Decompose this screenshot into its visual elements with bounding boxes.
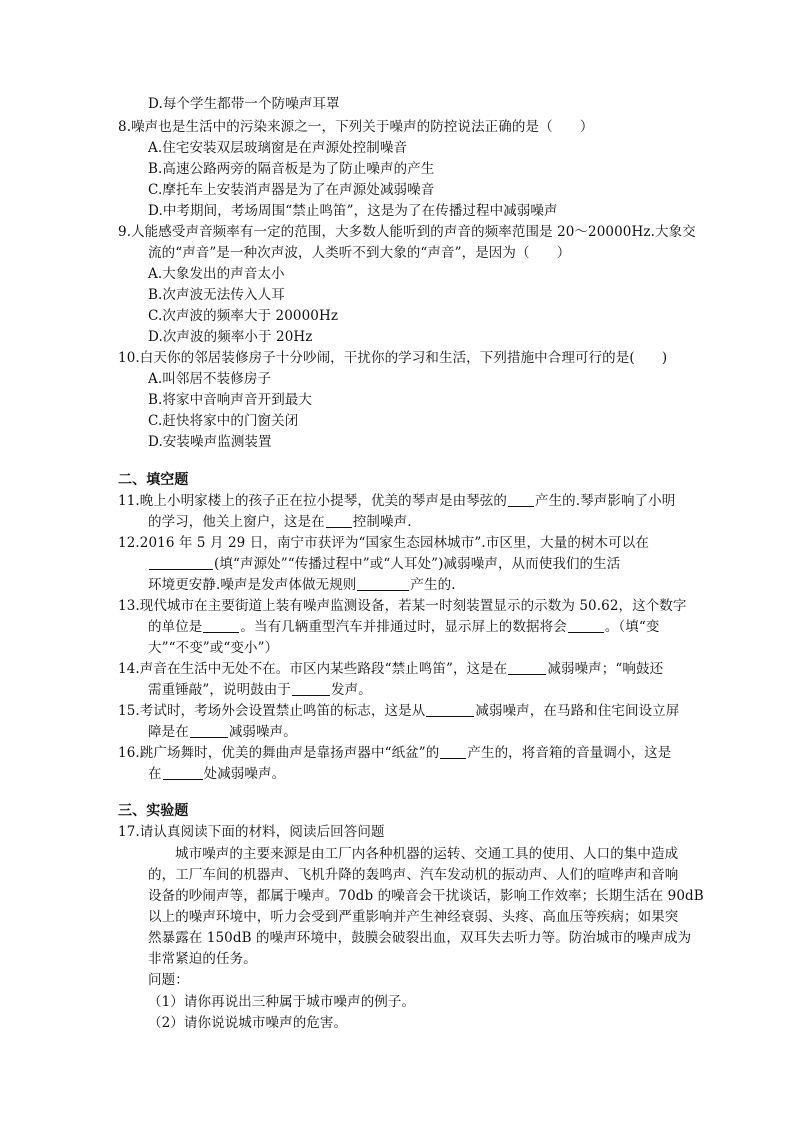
q11-text: 产生的.琴声影响了小明 bbox=[534, 493, 676, 509]
q14-text: 14.声音在生活中无处不在。市区内某些路段“禁止鸣笛”，这是在 bbox=[118, 661, 508, 677]
q17-sub-question-1: （1）请你再说出三种属于城市噪声的例子。 bbox=[148, 994, 416, 1010]
answer-blank[interactable] bbox=[326, 513, 352, 528]
q16-text: 16.跳广场舞时，优美的舞曲声是靠扬声器中“纸盆”的 bbox=[118, 745, 440, 761]
q15-text: 障是在 bbox=[148, 724, 189, 740]
answer-blank[interactable] bbox=[149, 555, 213, 570]
q13-text: 的单位是 bbox=[148, 619, 203, 635]
q10-option-c: C.赶快将家中的门窗关闭 bbox=[148, 413, 299, 429]
q9-option-d: D.次声波的频率小于 20Hz bbox=[148, 329, 313, 345]
q11-line1 bbox=[118, 491, 675, 511]
q12-line1: 12.2016 年 5 月 29 日，南宁市获评为“国家生态园林城市”.市区里，大量的树木可以在 bbox=[118, 535, 649, 551]
q13-line3: 大”“不变”或“变小”） bbox=[148, 640, 279, 656]
q16-text: 在 bbox=[148, 766, 162, 782]
answer-blank[interactable] bbox=[508, 492, 534, 507]
answer-blank[interactable] bbox=[163, 765, 203, 780]
q15-line1 bbox=[118, 701, 679, 721]
q17-passage-line: 设备的吵闹声等，都属于噪声。70db 的噪音会干扰谈话，影响工作效率；长期生活在 90dB bbox=[148, 888, 704, 904]
section-title-experiment: 三、实验题 bbox=[118, 803, 189, 819]
q14-text: 需重锤敲”，说明鼓由于 bbox=[148, 682, 292, 698]
q11-text: 的学习，他关上窗户，这是在 bbox=[148, 514, 325, 530]
q17-passage-line: 非常紧迫的任务。 bbox=[148, 951, 257, 967]
q8-stem: 8.噪声也是生活中的污染来源之一，下列关于噪声的防控说法正确的是（ ） bbox=[118, 119, 594, 135]
q7-option-d: D.每个学生都带一个防噪声耳罩 bbox=[148, 96, 340, 112]
q13-line2 bbox=[148, 617, 659, 637]
q17-passage-line: 的，工厂车间的机器声、飞机升降的轰鸣声、汽车发动机的振动声、人们的喧哗声和音响 bbox=[148, 867, 679, 883]
q15-text: 减弱噪声，在马路和住宅间设立屏 bbox=[475, 703, 680, 719]
q14-line2 bbox=[148, 680, 372, 700]
q10-option-d: D.安装噪声监测装置 bbox=[148, 434, 272, 450]
q12-text: (填“声源处”“传播过程中”或“人耳处”)减弱噪声，从而使我们的生活 bbox=[214, 556, 621, 572]
q17-passage-line: 以上的噪声环境中，听力会受到严重影响并产生神经衰弱、头疼、高血压等疾病；如果突 bbox=[148, 909, 679, 925]
q8-option-c: C.摩托车上安装消声器是为了在声源处减弱噪音 bbox=[148, 182, 435, 198]
q11-line2 bbox=[148, 512, 412, 532]
q17-sub-question-2: （2）请你说说城市噪声的危害。 bbox=[148, 1015, 348, 1031]
answer-blank[interactable] bbox=[508, 660, 546, 675]
q17-passage-line: 城市噪声的主要来源是由工厂内各种机器的运转、交通工具的使用、人口的集中造成 bbox=[175, 846, 679, 862]
section-title-fill-in: 二、填空题 bbox=[118, 472, 189, 488]
q9-option-a: A.大象发出的声音太小 bbox=[148, 266, 285, 282]
q17-question-label: 问题： bbox=[148, 972, 189, 988]
q9-stem-line2: 流的“声音”是一种次声波，人类听不到大象的“声音”，是因为（ ） bbox=[148, 245, 571, 261]
answer-blank[interactable] bbox=[292, 681, 330, 696]
q17-stem: 17.请认真阅读下面的材料，阅读后回答问题 bbox=[118, 824, 385, 840]
q15-text: 减弱噪声。 bbox=[228, 724, 297, 740]
q9-stem-line1: 9.人能感受声音频率有一定的范围，大多数人能听到的声音的频率范围是 20～20000Hz.大象交 bbox=[118, 224, 696, 240]
q9-option-c: C.次声波的频率大于 20000Hz bbox=[148, 308, 339, 324]
q9-option-b: B.次声波无法传入人耳 bbox=[148, 287, 285, 303]
q11-text: 11.晚上小明家楼上的孩子正在拉小提琴，优美的琴声是由琴弦的 bbox=[118, 493, 507, 509]
q12-line2 bbox=[148, 554, 620, 574]
q10-stem: 10.白天你的邻居装修房子十分吵闹，干扰你的学习和生活，下列措施中合理可行的是( ) bbox=[118, 350, 668, 366]
q14-text: 减弱噪声；“响鼓还 bbox=[547, 661, 664, 677]
q8-option-d: D.中考期间，考场周围“禁止鸣笛”，这是为了在传播过程中减弱噪声 bbox=[148, 203, 558, 219]
q14-line1 bbox=[118, 659, 663, 679]
q8-option-b: B.高速公路两旁的隔音板是为了防止噪声的产生 bbox=[148, 161, 435, 177]
q13-text: 。（填“变 bbox=[604, 619, 660, 635]
answer-blank[interactable] bbox=[203, 618, 239, 633]
q15-line2 bbox=[148, 722, 297, 742]
q12-text: 环境更安静.噪声是发声体做无规则 bbox=[148, 577, 357, 593]
answer-blank[interactable] bbox=[190, 723, 228, 738]
q16-line1 bbox=[118, 743, 671, 763]
answer-blank[interactable] bbox=[426, 702, 474, 717]
q13-text: 。当有几辆重型汽车并排通过时，显示屏上的数据将会 bbox=[240, 619, 567, 635]
q10-option-b: B.将家中音响声音开到最大 bbox=[148, 392, 313, 408]
q17-passage-line: 然暴露在 150dB 的噪声环境中，鼓膜会破裂出血，双耳失去听力等。防治城市的噪声成为 bbox=[148, 930, 692, 946]
q16-text: 处减弱噪声。 bbox=[203, 766, 286, 782]
answer-blank[interactable] bbox=[357, 576, 409, 591]
q12-text: 产生的. bbox=[410, 577, 456, 593]
q15-text: 15.考试时，考场外会设置禁止鸣笛的标志，这是从 bbox=[118, 703, 426, 719]
q13-line1: 13.现代城市在主要街道上装有噪声监测设备，若某一时刻装置显示的示数为 50.62，这个数字 bbox=[118, 598, 687, 614]
answer-blank[interactable] bbox=[440, 744, 466, 759]
q10-option-a: A.叫邻居不装修房子 bbox=[148, 371, 272, 387]
q12-line3 bbox=[148, 575, 456, 595]
q8-option-a: A.住宅安装双层玻璃窗是在声源处控制噪音 bbox=[148, 140, 408, 156]
q11-text: 控制噪声. bbox=[352, 514, 412, 530]
q16-line2 bbox=[148, 764, 285, 784]
answer-blank[interactable] bbox=[568, 618, 604, 633]
q14-text: 发声。 bbox=[331, 682, 372, 698]
q16-text: 产生的，将音箱的音量调小，这是 bbox=[467, 745, 672, 761]
